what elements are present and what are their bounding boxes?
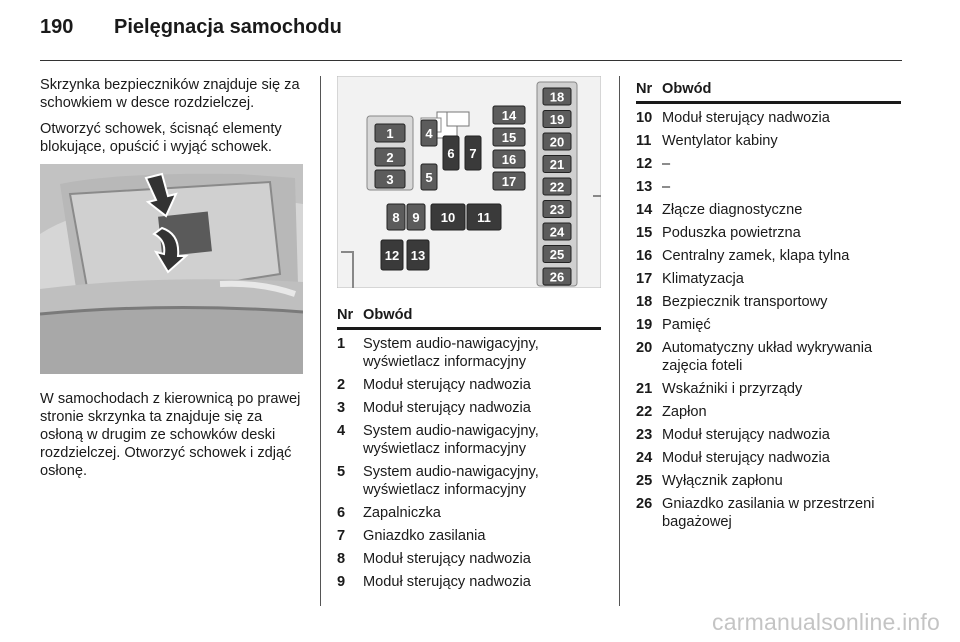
fuse-21 (543, 156, 571, 173)
fuse-number: 5 (337, 464, 346, 480)
fuse-label: 6 (447, 146, 455, 161)
column-header-circuit: Obwód (363, 307, 413, 323)
fuse-24 (543, 223, 571, 240)
fuse-box-diagram (337, 76, 601, 288)
glovebox-photo (40, 164, 303, 374)
table-row (636, 201, 901, 219)
fuse-5 (421, 164, 437, 190)
fuse-circuit: Centralny zamek, klapa tylna (662, 248, 850, 264)
fuse-label: 4 (425, 126, 433, 141)
fuse-3 (375, 170, 405, 188)
fuse-number: 2 (337, 377, 346, 393)
fuse-circuit: System audio-nawigacyjny, wyświetlacz informacyjny (363, 423, 539, 457)
fuse-number: 26 (636, 496, 653, 512)
fuse-7 (465, 136, 481, 170)
fuse-label: 15 (501, 130, 517, 145)
fuse-10 (431, 204, 465, 230)
table-row (636, 247, 901, 265)
table-row (337, 335, 601, 371)
fuse-number: 12 (636, 156, 653, 172)
fuse-circuit: – (662, 179, 671, 195)
fuse-circuit: Automatyczny układ wykrywania zajęcia foteli (662, 340, 873, 374)
table-row (337, 573, 601, 591)
fuse-circuit: Wskaźniki i przyrządy (662, 381, 803, 397)
fuse-circuit: Poduszka powietrzna (662, 225, 801, 241)
fuse-number: 6 (337, 505, 346, 521)
fuse-20 (543, 133, 571, 150)
table-row (636, 495, 901, 531)
column-header-nr: Nr (337, 307, 354, 323)
fuse-label: 12 (384, 248, 400, 263)
page-title: Pielęgnacja samochodu (114, 16, 342, 38)
fuse-circuit: System audio-nawigacyjny, wyświetlacz informacyjny (363, 336, 539, 370)
fuse-circuit: Gniazdko zasilania w przestrzeni bagażowej (662, 496, 875, 530)
fuse-4 (421, 120, 437, 146)
fuse-number: 15 (636, 225, 653, 241)
fuse-16 (493, 150, 525, 168)
fuse-label: 20 (549, 134, 565, 150)
intro-paragraph-1: Skrzynka bezpieczników znajduje się za schowkiem w desce rozdzielczej. (40, 77, 300, 111)
fuse-number: 11 (636, 133, 652, 149)
fuse-circuit: Zapalniczka (363, 505, 441, 521)
fuse-number: 18 (636, 294, 653, 310)
fuse-number: 20 (636, 340, 653, 356)
table-row (337, 376, 601, 394)
fuse-label: 21 (549, 157, 565, 172)
fuse-label: 13 (410, 248, 426, 263)
table-row (636, 224, 901, 242)
fuse-label: 8 (392, 210, 400, 225)
table-row (337, 504, 601, 522)
table-row (636, 270, 901, 288)
fuse-circuit: Zapłon (662, 404, 707, 420)
fuse-11 (467, 204, 501, 230)
fuse-label: 22 (549, 179, 565, 195)
table-row (636, 380, 901, 398)
fuse-label: 7 (469, 146, 477, 161)
fuse-13 (407, 240, 429, 270)
column-divider-2 (619, 76, 620, 606)
fuse-number: 1 (337, 336, 346, 352)
fuse-1 (375, 124, 405, 142)
fuse-18 (543, 88, 571, 105)
fuse-number: 7 (337, 528, 346, 544)
fuse-circuit: System audio-nawigacyjny, wyświetlacz informacyjny (363, 464, 539, 498)
fuse-circuit: Moduł sterujący nadwozia (662, 427, 830, 443)
fuse-circuit: Wyłącznik zapłonu (662, 473, 783, 489)
fuse-number: 17 (636, 271, 653, 287)
table-row (636, 293, 901, 311)
fuse-number: 4 (337, 423, 346, 439)
fuse-15 (493, 128, 525, 146)
fuse-9 (407, 204, 425, 230)
fuse-14 (493, 106, 525, 124)
fuse-circuit: Moduł sterujący nadwozia (662, 110, 830, 126)
fuse-label: 16 (501, 152, 517, 167)
fuse-label: 2 (386, 150, 394, 165)
fuse-label: 18 (549, 89, 565, 105)
fuse-19 (543, 111, 571, 128)
column-header-nr: Nr (636, 81, 653, 97)
fuse-number: 14 (636, 202, 653, 218)
fuse-table-2 (636, 80, 901, 531)
fuse-25 (543, 246, 571, 263)
fuse-circuit: Klimatyzacja (662, 271, 744, 287)
fuse-26 (543, 268, 571, 285)
page-number: 190 (40, 16, 74, 38)
fuse-table-1 (337, 306, 601, 591)
fuse-number: 8 (337, 551, 346, 567)
fuse-6 (443, 136, 459, 170)
table-row (636, 426, 901, 444)
table-row (636, 178, 901, 196)
fuse-17 (493, 172, 525, 190)
fuse-label: 10 (440, 210, 456, 225)
fuse-label: 11 (477, 210, 491, 225)
fuse-label: 23 (549, 202, 565, 217)
table-row (337, 422, 601, 458)
fuse-number: 22 (636, 404, 653, 420)
table-header (337, 306, 601, 330)
column-divider-1 (320, 76, 321, 606)
fuse-23 (543, 201, 571, 218)
table-row (636, 155, 901, 173)
fuse-label: 5 (425, 170, 433, 185)
table-row (636, 132, 901, 150)
fuse-number: 9 (337, 574, 346, 590)
page-header (40, 16, 342, 39)
fuse-circuit: Złącze diagnostyczne (662, 202, 803, 218)
fuse-label: 26 (549, 269, 565, 285)
fuse-8 (387, 204, 405, 230)
table-row (636, 449, 901, 467)
fuse-label: 3 (386, 172, 394, 187)
fuse-2 (375, 148, 405, 166)
intro-paragraph-3: W samochodach z kierownicą po prawej stronie skrzynka ta znajduje się za osłoną w drugim ze schowków deski rozdzielczej. Otworzyć schowek i zdjąć osłonę. (40, 391, 301, 479)
fuse-circuit: Moduł sterujący nadwozia (363, 377, 531, 393)
column-header-circuit: Obwód (662, 81, 712, 97)
fuse-12 (381, 240, 403, 270)
fuse-circuit: Wentylator kabiny (662, 133, 778, 149)
fuse-circuit: Bezpiecznik transportowy (662, 294, 828, 310)
fuse-label: 1 (386, 126, 394, 141)
header-rule (40, 60, 902, 61)
table-row (636, 316, 901, 334)
fuse-label: 17 (501, 174, 517, 189)
table-row (636, 339, 901, 375)
fuse-number: 13 (636, 179, 653, 195)
fuse-circuit: Pamięć (662, 317, 711, 333)
fuse-label: 9 (412, 210, 420, 225)
table-row (636, 403, 901, 421)
fuse-number: 21 (636, 381, 653, 397)
fuse-label: 25 (549, 247, 565, 262)
intro-column (40, 76, 308, 479)
fuse-label: 19 (549, 112, 565, 127)
fuse-circuit: – (662, 156, 671, 172)
table-header (636, 80, 901, 104)
fuse-circuit: Moduł sterujący nadwozia (363, 551, 531, 567)
fuse-circuit: Gniazdko zasilania (363, 528, 486, 544)
table-row (337, 550, 601, 568)
fuse-22 (543, 178, 571, 195)
table-row (337, 399, 601, 417)
fuse-number: 19 (636, 317, 653, 333)
fuse-number: 24 (636, 450, 653, 466)
fuse-number: 25 (636, 473, 653, 489)
table-row (636, 472, 901, 490)
fuse-number: 3 (337, 400, 346, 416)
table-row (337, 463, 601, 499)
fuse-label: 24 (549, 224, 565, 240)
fuse-number: 23 (636, 427, 653, 443)
fuse-number: 16 (636, 248, 653, 264)
fuse-number: 10 (636, 110, 653, 126)
watermark: carmanualsonline.info (712, 609, 940, 635)
fuse-circuit: Moduł sterujący nadwozia (363, 400, 531, 416)
intro-paragraph-2: Otworzyć schowek, ścisnąć elementy blokujące, opuścić i wyjąć schowek. (40, 121, 282, 155)
fuse-circuit: Moduł sterujący nadwozia (662, 450, 830, 466)
table-row (337, 527, 601, 545)
fuse-circuit: Moduł sterujący nadwozia (363, 574, 531, 590)
table-row (636, 109, 901, 127)
fuse-label: 14 (501, 108, 517, 123)
